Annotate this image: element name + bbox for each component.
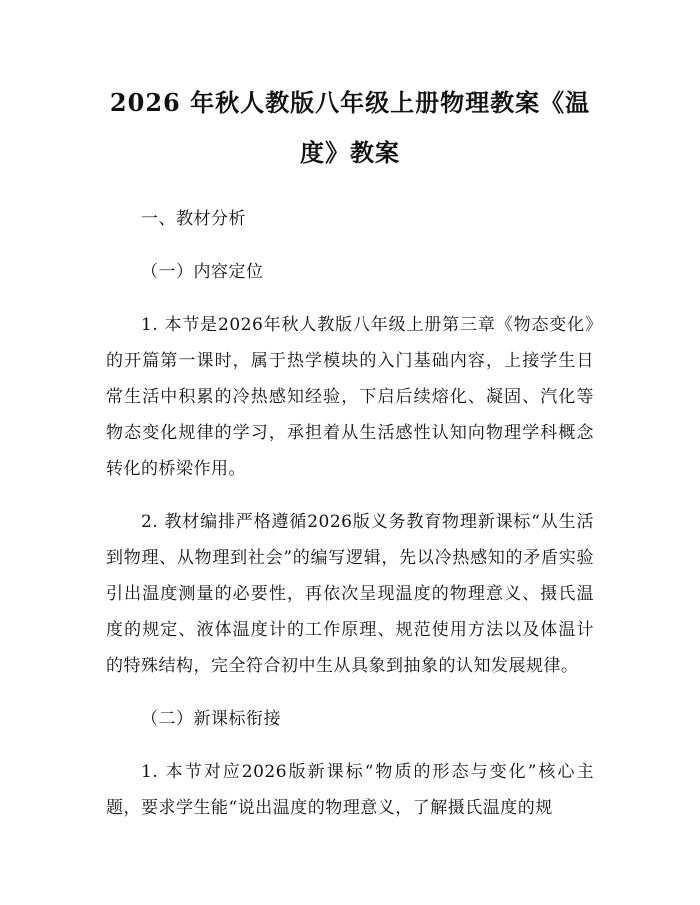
- document-title: 2026 年秋人教版八年级上册物理教案《温度》教案: [109, 88, 591, 167]
- subsection-heading-content-positioning: （一）内容定位: [141, 262, 264, 282]
- document-body: [106, 201, 594, 826]
- paragraph-content-positioning-2: 2. 教材编排严格遵循2026版义务教育物理新课标“从生活到物理、从物理到社会”的编写逻辑，先以冷热感知的矛盾实验引出温度测量的必要性，再依次呈现温度的物理意义、摄氏温度的规定、液体温度计的工作原理、规范使用方法以及体温计的特殊结构，完全符合初中生从具象到抽象的认知发展规律。: [106, 512, 594, 676]
- section-heading-teaching-material-analysis: 一、教材分析: [141, 209, 246, 229]
- paragraph-curriculum-link-1: 1. 本节对应2026版新课标“物质的形态与变化”核心主题，要求学生能“说出温度的物理意义，了解摄氏温度的规: [106, 762, 594, 818]
- paragraph-content-positioning-1: 1. 本节是2026年秋人教版八年级上册第三章《物态变化》的开篇第一课时，属于热学模块的入门基础内容，上接学生日常生活中积累的冷热感知经验，下启后续熔化、凝固、汽化等物态变化规律的学习，承担着从生活感性认知向物理学科概念转化的桥梁作用。: [106, 315, 594, 479]
- subsection-heading-curriculum-link: （二）新课标衔接: [141, 709, 281, 729]
